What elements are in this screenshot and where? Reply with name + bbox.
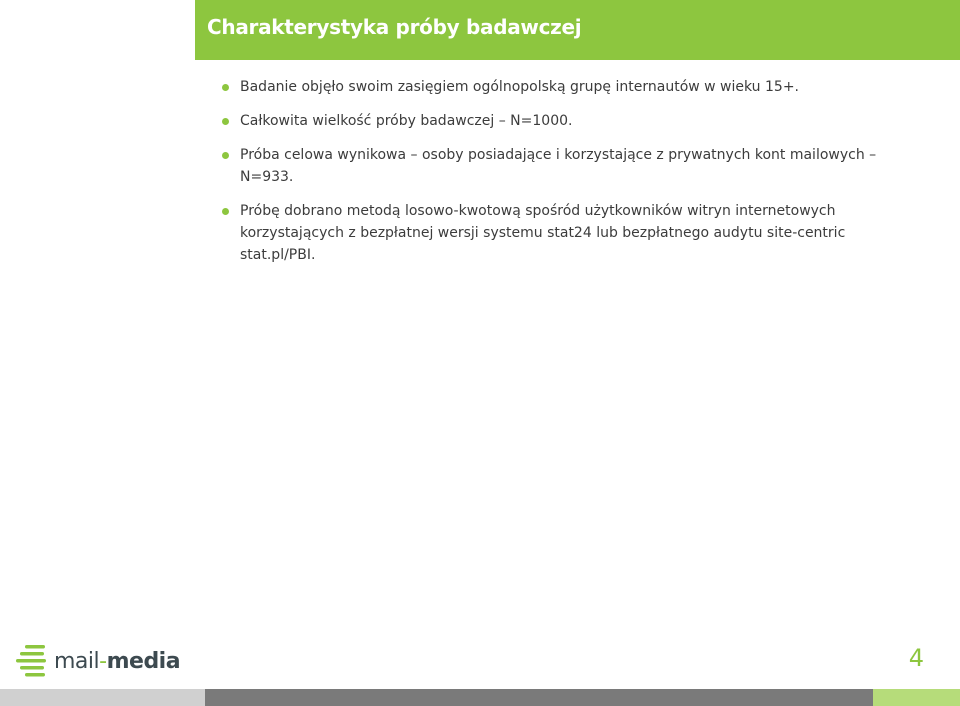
company-logo: [16, 644, 180, 678]
slide-footer: [0, 638, 960, 706]
logo-lines-icon: [16, 644, 48, 678]
page-number: 4: [908, 644, 924, 672]
logo-text-media: media: [106, 648, 181, 674]
bullet-text: Próba celowa wynikowa – osoby posiadające i korzystające z prywatnych kont mailowych – N=933.: [240, 147, 877, 185]
footer-bar-dark: [205, 689, 873, 706]
bullet-dot-icon: [222, 118, 229, 125]
bullet-text: Próbę dobrano metodą losowo-kwotową spośród użytkowników witryn internetowych korzystających z bezpłatnej wersji systemu stat24 lub bezpłatnego audytu site-centric stat.pl/PBI.: [240, 203, 846, 263]
footer-bar-green: [873, 689, 960, 706]
title-bar: [195, 0, 960, 60]
bullet-item: [222, 76, 922, 98]
bullet-dot-icon: [222, 152, 229, 159]
slide-title: Charakterystyka próby badawczej: [207, 15, 582, 39]
logo-text: [54, 649, 180, 674]
bullet-dot-icon: [222, 84, 229, 91]
bullet-item: [222, 144, 922, 188]
bullet-item: [222, 200, 922, 266]
bullet-text: Całkowita wielkość próby badawczej – N=1000.: [240, 113, 573, 129]
logo-text-mail: mail: [54, 648, 100, 674]
bullet-dot-icon: [222, 208, 229, 215]
bullet-item: [222, 110, 922, 132]
logo-text-dash: -: [99, 648, 107, 674]
bullet-text: Badanie objęło swoim zasięgiem ogólnopolską grupę internautów w wieku 15+.: [240, 79, 800, 95]
footer-bar-gray: [0, 689, 205, 706]
bullet-list: [222, 76, 922, 266]
